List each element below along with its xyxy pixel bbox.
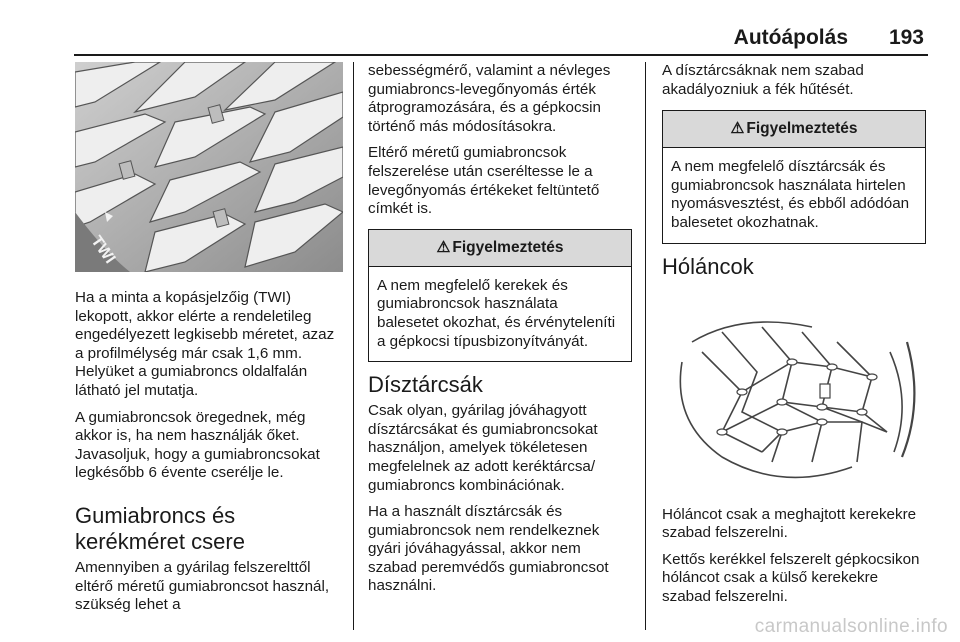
col2-heading: Dísztárcsák [368,372,483,398]
warning-triangle-icon: ⚠ [730,120,745,138]
twi-label: TWI [87,233,119,267]
column-2 [368,62,632,604]
col2-warning-header [369,230,631,267]
footer-watermark: carmanualsonline.info [754,616,948,637]
col2-paragraph-1: sebességmérő, valamint a névleges gumiabroncs-levegőnyomás érték átprogramozására, és a gépkocsin történő más módosításokra. [368,62,611,135]
col3-warning-header [663,111,925,148]
column-3 [662,62,926,615]
col2-warning-box [368,229,632,362]
col3-warning-title: Figyelmeztetés [746,120,858,138]
col3-paragraph-2: Hóláncot csak a meghajtott kerekekre szabad felszerelni. [662,505,917,542]
col3-heading: Hóláncok [662,253,754,279]
col3-warning-text: A nem megfelelő dísztárcsák és gumiabroncsok használata hirtelen nyomásvesztést, és ebből adódóan balesetet okozhatnak. [671,158,910,231]
snow-chain-illustration [662,282,926,492]
column-divider-1 [353,62,354,630]
col1-paragraph-3: Amennyiben a gyárilag felszerelttől eltérő méretű gumiabroncsot használ, szükség lehet a [75,558,330,614]
col3-paragraph-1: A dísztárcsáknak nem szabad akadályozniuk a fék hűtését. [662,62,864,98]
warning-triangle-icon: ⚠ [436,238,451,256]
col3-paragraph-3: Kettős kerékkel felszerelt gépkocsikon hóláncot csak a külső kerekekre szabad felszerelni. [662,550,920,605]
col2-paragraph-3: Csak olyan, gyárilag jóváhagyott dísztárcsákat és gumiabroncsokat használjon, amelyek tökéletesen megfelelnek az adott keréktárcsa/ gumiabroncs kombinációnak. [368,402,598,494]
column-divider-2 [645,62,646,630]
col1-paragraph-2: A gumiabroncsok öregednek, még akkor is, ha nem használják őket. Javasoljuk, hogy a gumiabroncsokat legkésőbb 6 évente cserélje le. [75,408,320,482]
col1-paragraph-1: Ha a minta a kopásjelzőig (TWI) lekopott, akkor elérte a rendeletileg engedélyezett legkisebb méretet, azaz a profilmélység már csak 1,6 mm. Helyüket a gumiabroncs oldalfalán látható jel mutatja. [75,289,335,399]
col2-paragraph-2: Eltérő méretű gumiabroncsok felszerelése után cseréltesse le a levegőnyomás értékeket feltüntető címkét is. [368,144,600,218]
col1-heading: Gumiabroncs és kerékméret csere [75,502,245,554]
tire-tread-illustration [75,62,343,272]
page-number: 193 [888,26,924,49]
header-title: Autóápolás [733,26,848,49]
col2-warning-title: Figyelmeztetés [452,238,564,256]
header-rule [74,54,928,56]
column-1 [75,62,343,623]
col3-warning-box [662,110,926,243]
col2-paragraph-4: Ha a használt dísztárcsák és gumiabroncsok nem rendelkeznek gyári jóváhagyással, akkor nem szabad peremvédős gumiabroncsot használni. [368,503,609,595]
col2-warning-text: A nem megfelelő kerekek és gumiabroncsok használata balesetet okozhat, és érvényteleníti a gépkocsi típusbizonyítványát. [377,276,616,350]
